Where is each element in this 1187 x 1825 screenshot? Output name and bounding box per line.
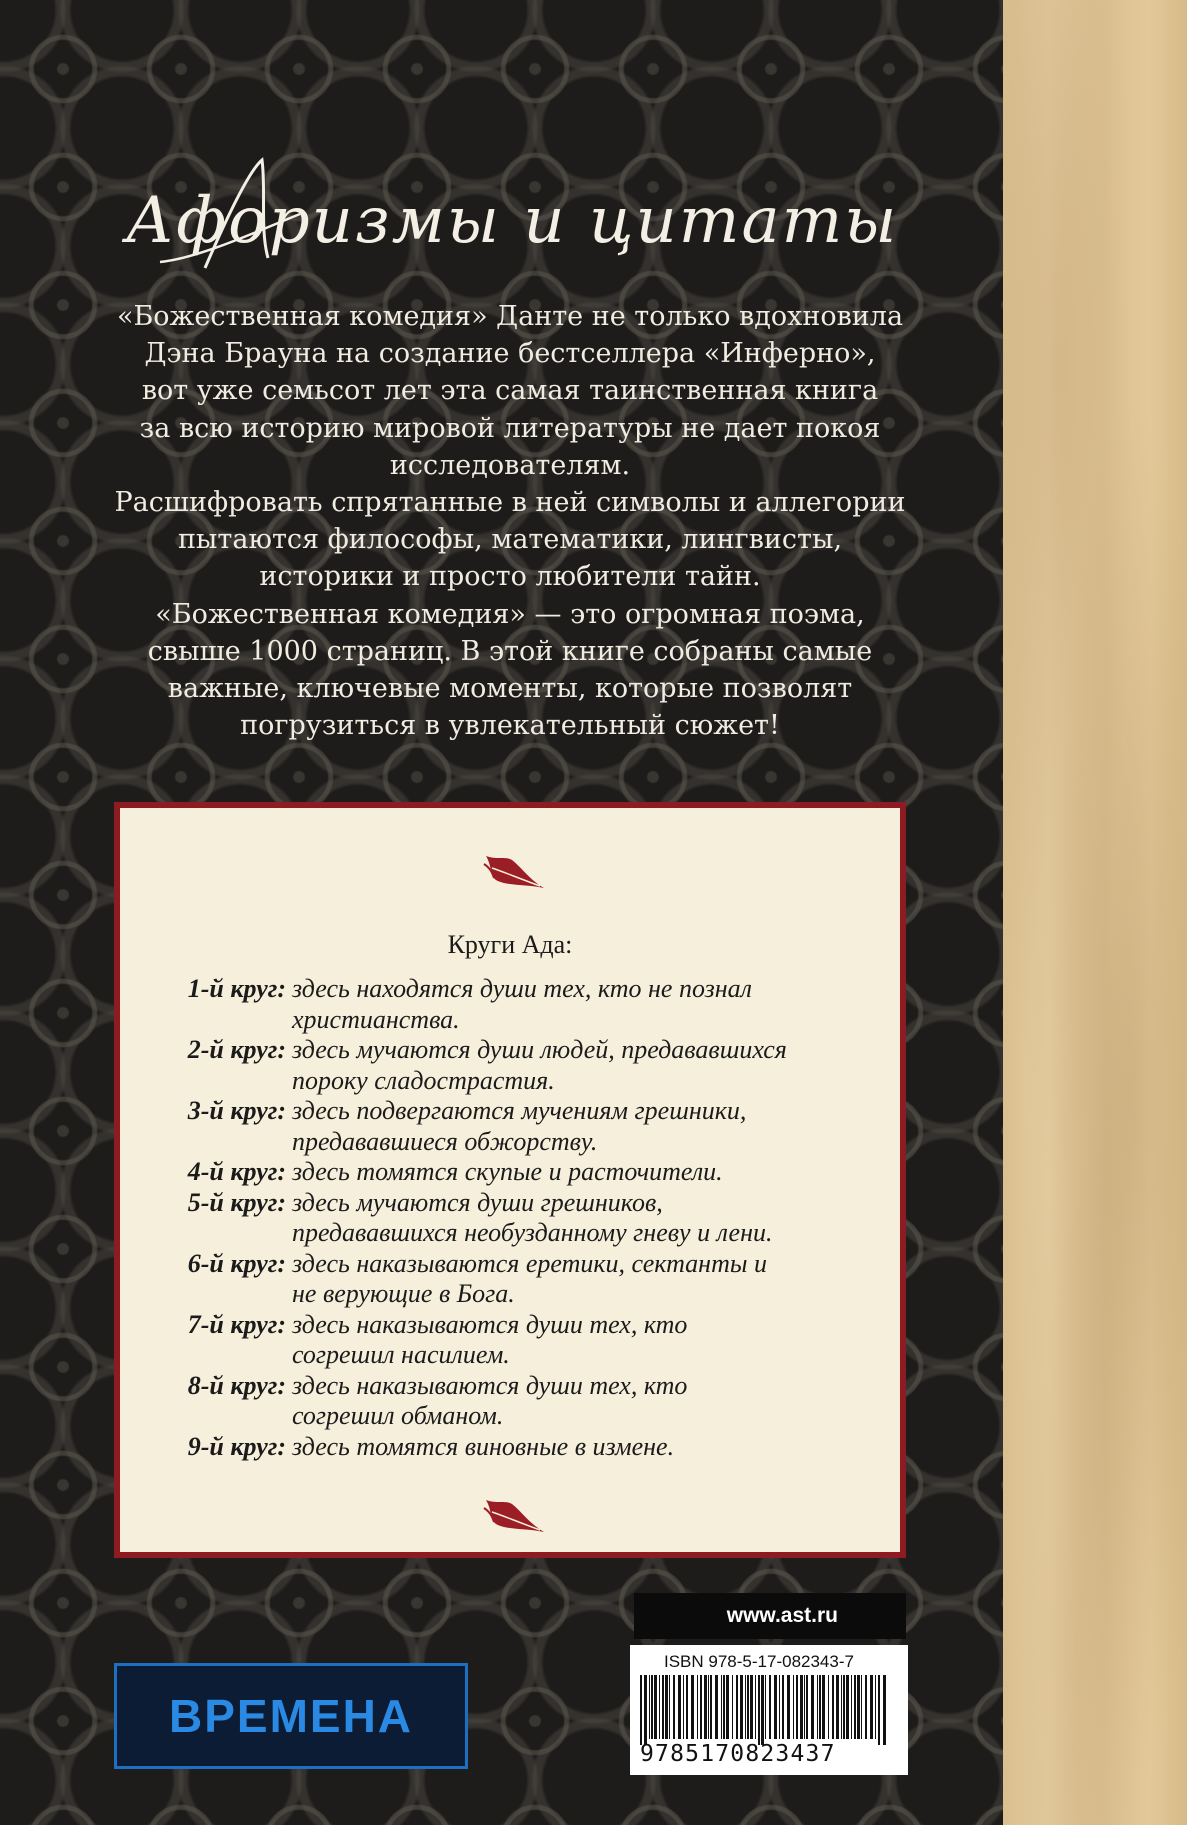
intro-line: историки и просто любители тайн. bbox=[259, 561, 761, 593]
circle-description: здесь находятся души тех, кто не познал bbox=[292, 974, 752, 1003]
barcode-bar bbox=[819, 1675, 821, 1739]
barcode-bar bbox=[804, 1675, 805, 1739]
barcode-bar bbox=[828, 1675, 829, 1739]
circle-item-continuation bbox=[168, 1005, 888, 1036]
barcode-bar bbox=[736, 1675, 738, 1739]
circle-item bbox=[168, 1310, 888, 1341]
circle-label: 5-й круг: bbox=[187, 1187, 286, 1217]
barcode-bar bbox=[710, 1675, 712, 1739]
circle-description: пороку сладострастия. bbox=[292, 1065, 555, 1095]
circle-label: 6-й круг: bbox=[187, 1248, 286, 1278]
circle-description: здесь наказываются еретики, сектанты и bbox=[292, 1248, 767, 1278]
barcode-bar bbox=[832, 1675, 834, 1739]
barcode-bar bbox=[740, 1675, 743, 1739]
barcode-bar bbox=[686, 1675, 688, 1739]
circle-item bbox=[168, 974, 888, 1005]
barcode-bar bbox=[878, 1675, 880, 1745]
barcode-bar bbox=[875, 1675, 876, 1739]
intro-line: важные, ключевые моменты, которые позволят bbox=[167, 673, 853, 705]
circle-description: не верующие в Бога. bbox=[292, 1279, 515, 1308]
publisher-logo bbox=[114, 1663, 468, 1769]
circle-item bbox=[168, 1249, 888, 1280]
barcode-bar bbox=[732, 1675, 733, 1739]
intro-line: «Божественная комедия» Данте не только вдохновила bbox=[116, 301, 904, 332]
circle-label: 2-й круг: bbox=[187, 1035, 286, 1064]
barcode-bar bbox=[697, 1675, 698, 1739]
barcode-bar bbox=[758, 1675, 760, 1745]
circle-item bbox=[168, 1188, 888, 1219]
barcode-bar bbox=[843, 1675, 845, 1739]
barcode-bar bbox=[704, 1675, 707, 1739]
barcode-bar bbox=[665, 1675, 668, 1739]
barcode-bar bbox=[715, 1675, 718, 1739]
circle-label: 1-й круг: bbox=[187, 974, 286, 1003]
barcode-bar bbox=[651, 1675, 653, 1739]
circle-description: здесь наказываются души тех, кто bbox=[292, 1309, 688, 1339]
circle-description: здесь наказываются души тех, кто bbox=[292, 1370, 688, 1400]
circle-item bbox=[168, 1371, 888, 1402]
barcode-bar bbox=[750, 1675, 753, 1739]
intro-line: Дэна Брауна на создание бестселлера «Инферно», bbox=[144, 338, 876, 370]
barcode-bar bbox=[678, 1675, 681, 1739]
barcode-bar bbox=[836, 1675, 839, 1739]
circle-label: 4-й круг: bbox=[187, 1157, 286, 1186]
circle-description: здесь мучаются души грешников, bbox=[292, 1187, 663, 1217]
circle-label: 8-й круг: bbox=[187, 1370, 286, 1400]
circles-of-hell-box bbox=[114, 802, 906, 1558]
isbn-barcode-block bbox=[630, 1645, 908, 1775]
barcode-digits: 9785170823437 bbox=[640, 1741, 836, 1767]
barcode-bar bbox=[793, 1675, 794, 1739]
website-url bbox=[634, 1593, 906, 1639]
barcode-bar bbox=[654, 1675, 657, 1739]
circle-item-continuation bbox=[168, 1218, 888, 1249]
barcode-bar bbox=[857, 1675, 860, 1739]
circle-label: 3-й круг: bbox=[187, 1096, 286, 1125]
barcode-bar bbox=[870, 1675, 873, 1739]
barcode-bar bbox=[721, 1675, 722, 1739]
circle-item-continuation bbox=[168, 1340, 888, 1371]
circle-label-spacer bbox=[168, 1340, 292, 1371]
barcode-icon bbox=[638, 1675, 900, 1745]
barcode-bar bbox=[726, 1675, 729, 1739]
script-title bbox=[0, 150, 1003, 270]
intro-line: Расшифровать спрятанные в ней символы и аллегории bbox=[114, 487, 906, 519]
circle-label: 7-й круг: bbox=[187, 1309, 286, 1339]
barcode-bar bbox=[765, 1675, 766, 1739]
circle-item bbox=[168, 1035, 888, 1066]
barcode-bar bbox=[865, 1675, 867, 1739]
leaf-ornament-icon bbox=[482, 1494, 548, 1534]
circle-description: здесь подвергаются мучениям грешники, bbox=[292, 1096, 747, 1125]
barcode-bar bbox=[806, 1675, 808, 1739]
barcode-bar bbox=[755, 1675, 756, 1739]
book-spine bbox=[1003, 0, 1187, 1825]
intro-line: за всю историю мировой литературы не дает покоя bbox=[139, 412, 881, 444]
website-url-text: www.ast.ru bbox=[726, 1604, 838, 1627]
barcode-bar bbox=[800, 1675, 803, 1739]
leaf-ornament-icon bbox=[482, 850, 548, 890]
barcode-bar bbox=[769, 1675, 771, 1739]
barcode-bar bbox=[723, 1675, 725, 1739]
barcode-bar bbox=[747, 1675, 749, 1739]
circle-item-continuation bbox=[168, 1279, 888, 1310]
barcode-bar bbox=[861, 1675, 862, 1739]
circle-label-spacer bbox=[168, 1066, 292, 1097]
barcode-bar bbox=[787, 1675, 790, 1739]
intro-paragraph bbox=[110, 298, 910, 744]
circle-item bbox=[168, 1096, 888, 1127]
barcode-bar bbox=[817, 1675, 818, 1739]
title-script-text: Афоризмы и цитаты bbox=[125, 184, 899, 258]
barcode-bar bbox=[774, 1675, 777, 1739]
publisher-name: ВРЕМЕНА bbox=[168, 1690, 414, 1742]
intro-line: свыше 1000 страниц. В этой книге собраны самые bbox=[147, 635, 873, 667]
barcode-bar bbox=[700, 1675, 702, 1739]
circle-description: здесь томятся скупые и расточители. bbox=[292, 1157, 723, 1186]
barcode-bar bbox=[811, 1675, 814, 1739]
barcode-bar bbox=[640, 1675, 642, 1745]
intro-line: вот уже семьсот лет эта самая таинственная книга bbox=[141, 375, 879, 407]
barcode-bar bbox=[761, 1675, 764, 1745]
barcode-bar bbox=[822, 1675, 825, 1739]
barcode-bar bbox=[662, 1675, 664, 1739]
circle-label-spacer bbox=[168, 1005, 292, 1036]
barcode-bar bbox=[683, 1675, 684, 1739]
circle-description: здесь мучаются души людей, предававшихся bbox=[292, 1035, 787, 1064]
circle-label-spacer bbox=[168, 1218, 292, 1249]
circle-description: согрешил насилием. bbox=[292, 1340, 510, 1369]
intro-line: «Божественная комедия» — это огромная поэма, bbox=[155, 598, 865, 630]
barcode-bar bbox=[851, 1675, 852, 1739]
barcode-bar bbox=[745, 1675, 746, 1739]
intro-line: погрузиться в увлекательный сюжет! bbox=[240, 710, 780, 742]
circle-label: 9-й круг: bbox=[187, 1431, 286, 1461]
barcode-bar bbox=[649, 1675, 650, 1739]
barcode-bar bbox=[782, 1675, 784, 1739]
circle-label-spacer bbox=[168, 1279, 292, 1310]
barcode-bar bbox=[841, 1675, 842, 1739]
circle-description: здесь томятся виновные в измене. bbox=[292, 1431, 675, 1461]
barcode-bar bbox=[691, 1675, 694, 1739]
circles-title: Круги Ада: bbox=[447, 930, 573, 959]
isbn-number: ISBN 978-5-17-082343-7 bbox=[664, 1652, 854, 1671]
barcode-bar bbox=[708, 1675, 709, 1739]
circle-label-spacer bbox=[168, 1401, 292, 1432]
barcode-bar bbox=[883, 1675, 886, 1745]
circle-description: предававшихся необузданному гневу и лени. bbox=[292, 1218, 773, 1247]
intro-line: пытаются философы, математики, лингвисты, bbox=[177, 524, 843, 556]
circles-list bbox=[168, 974, 888, 1462]
circle-description: предававшиеся обжорству. bbox=[292, 1126, 598, 1156]
barcode-bar bbox=[796, 1675, 798, 1739]
barcode-bar bbox=[659, 1675, 660, 1739]
circle-item-continuation bbox=[168, 1401, 888, 1432]
barcode-bar bbox=[644, 1675, 647, 1745]
barcode-bar bbox=[779, 1675, 780, 1739]
circle-item-continuation bbox=[168, 1127, 888, 1158]
intro-line: исследователям. bbox=[389, 449, 631, 481]
barcode-bar bbox=[846, 1675, 849, 1739]
circle-label-spacer bbox=[168, 1127, 292, 1158]
circle-item-continuation bbox=[168, 1066, 888, 1097]
circle-item bbox=[168, 1157, 888, 1188]
circle-description: христианства. bbox=[292, 1004, 460, 1034]
circle-item bbox=[168, 1432, 888, 1463]
barcode-bar bbox=[669, 1675, 670, 1739]
barcode-bar bbox=[673, 1675, 675, 1739]
circle-description: согрешил обманом. bbox=[292, 1401, 504, 1430]
barcode-bar bbox=[854, 1675, 856, 1739]
